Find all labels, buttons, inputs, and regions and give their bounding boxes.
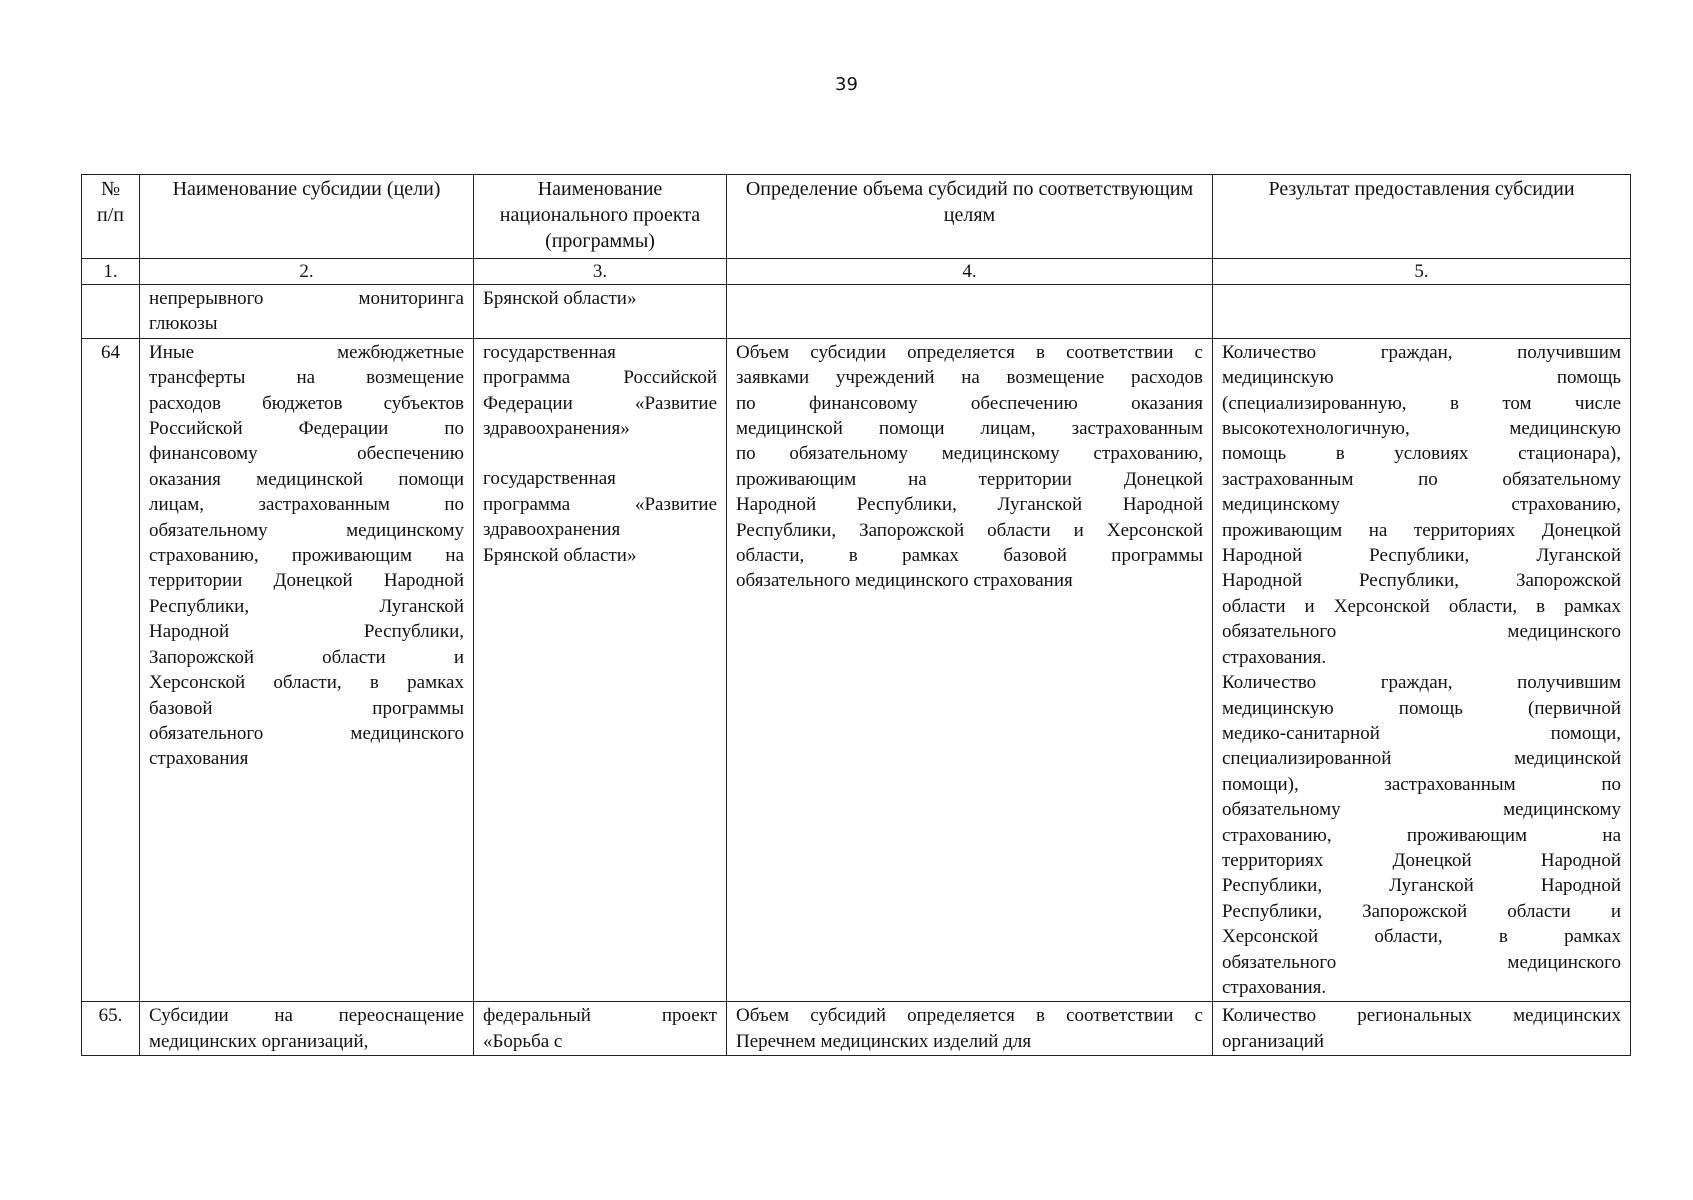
header-volume-definition: Определение объема субсидий по соответствующим целям xyxy=(727,175,1213,259)
text-line: обязательного медицинского xyxy=(149,722,464,744)
cell-result xyxy=(1213,285,1631,339)
column-number: 1. xyxy=(82,259,140,285)
cell-volume-definition xyxy=(727,338,1213,1002)
table-row-64 xyxy=(82,338,1631,1002)
text-line: программа Российской xyxy=(483,367,717,389)
text-line: территории Донецкой Народной xyxy=(149,570,464,592)
text-line: проживающим на территории Донецкой xyxy=(736,468,1203,490)
cell-number: 65. xyxy=(82,1002,140,1056)
text-line: страхования. xyxy=(1222,646,1327,668)
text-line: глюкозы xyxy=(149,313,218,335)
text-line: лицам, застрахованным по xyxy=(149,494,464,516)
text-line: высокотехнологичную, медицинскую xyxy=(1222,418,1621,440)
text-line: расходов бюджетов субъектов xyxy=(149,392,464,414)
text-line: Херсонской области, в рамках xyxy=(1222,926,1621,948)
text-line: «Борьба с xyxy=(483,1030,563,1052)
cell-national-project xyxy=(474,1002,727,1056)
text-line: финансовому обеспечению xyxy=(149,443,464,465)
cell-result xyxy=(1213,338,1631,1002)
text-line: Республики, Запорожской области и Херсонской xyxy=(736,519,1203,541)
text-line: обязательному медицинскому xyxy=(1222,799,1621,821)
header-national-project: Наименование национального проекта (программы) xyxy=(474,175,727,259)
text-line: помощи), застрахованным по xyxy=(1222,773,1621,795)
text-line: Народной Республики, Запорожской xyxy=(1222,570,1621,592)
table-header-row xyxy=(82,175,1631,259)
text-line: проживающим на территориях Донецкой xyxy=(1222,519,1621,541)
text-line: Количество граждан, получившим xyxy=(1222,341,1621,363)
text-line: непрерывного мониторинга xyxy=(149,288,464,309)
header-result: Результат предоставления субсидии xyxy=(1213,175,1631,259)
text-line: территориях Донецкой Народной xyxy=(1222,849,1621,871)
text-line: базовой программы xyxy=(149,697,464,719)
text-line: Народной Республики, xyxy=(149,621,464,643)
subsidy-table xyxy=(81,174,1631,1056)
cell-result xyxy=(1213,1002,1631,1056)
text-line: Республики, Луганской xyxy=(149,595,464,617)
text-line: Объем субсидии определяется в соответствии с xyxy=(736,341,1203,363)
text-line: медицинскому страхованию, xyxy=(1222,494,1621,516)
text-line: области, в рамках базовой программы xyxy=(736,545,1203,567)
text-line: Субсидии на переоснащение xyxy=(149,1005,464,1027)
text-line: обязательного медицинского xyxy=(1222,951,1621,973)
text-line: Российской Федерации по xyxy=(149,418,464,440)
text-line: медико-санитарной помощи, xyxy=(1222,722,1621,744)
text-line: медицинскую помощь xyxy=(1222,367,1621,389)
text-line: страхования xyxy=(149,748,249,770)
text-line: государственная xyxy=(483,468,616,490)
text-line: специализированной медицинской xyxy=(1222,748,1621,770)
column-number: 4. xyxy=(727,259,1213,285)
cell-national-project xyxy=(474,285,727,339)
text-line: Народной Республики, Луганской xyxy=(1222,545,1621,567)
text-line: Херсонской области, в рамках xyxy=(149,672,464,694)
spacer xyxy=(483,441,717,466)
column-number: 5. xyxy=(1213,259,1631,285)
text-line: обязательного медицинского страхования xyxy=(736,570,1073,592)
text-line: медицинскую помощь (первичной xyxy=(1222,697,1621,719)
text-line: обязательного медицинского xyxy=(1222,621,1621,643)
result-primary-care xyxy=(1222,670,1621,1000)
header-subsidy-name: Наименование субсидии (цели) xyxy=(140,175,474,259)
text-line: застрахованным по обязательному xyxy=(1222,468,1621,490)
text-line: Количество граждан, получившим xyxy=(1222,672,1621,694)
column-number: 2. xyxy=(140,259,474,285)
text-line: федеральный проект xyxy=(483,1005,717,1027)
text-line: программа «Развитие xyxy=(483,493,717,515)
text-line: помощь в условиях стационара), xyxy=(1222,443,1621,465)
national-project-regional xyxy=(483,466,717,568)
text-line: здравоохранения xyxy=(483,519,621,541)
table-row-65 xyxy=(82,1002,1631,1056)
cell-national-project xyxy=(474,338,727,1002)
cell-volume-definition xyxy=(727,1002,1213,1056)
text-line: Республики, Луганской Народной xyxy=(1222,875,1621,897)
text-line: организаций xyxy=(1222,1030,1325,1052)
text-line: государственная xyxy=(483,341,616,363)
text-line: страхованию, проживающим на xyxy=(1222,824,1621,846)
cell-subsidy-name xyxy=(140,285,474,339)
text-line: Запорожской области и xyxy=(149,646,464,668)
table-row-continuation xyxy=(82,285,1631,339)
cell-number xyxy=(82,285,140,339)
text-line: Брянской области» xyxy=(483,544,637,566)
text-line: страхованию, проживающим на xyxy=(149,545,464,567)
text-line: Количество региональных медицинских xyxy=(1222,1005,1621,1027)
text-line: области и Херсонской области, в рамках xyxy=(1222,595,1621,617)
text-line: Федерации «Развитие xyxy=(483,392,717,414)
text-line: по финансовому обеспечению оказания xyxy=(736,392,1203,414)
text-line: оказания медицинской помощи xyxy=(149,468,464,490)
text-line: Иные межбюджетные xyxy=(149,341,464,363)
text-line: здравоохранения» xyxy=(483,418,630,440)
text-line: Республики, Запорожской области и xyxy=(1222,900,1621,922)
cell-subsidy-name xyxy=(140,338,474,1002)
text-line: обязательному медицинскому xyxy=(149,519,464,541)
text-line: по обязательному медицинскому страхованию, xyxy=(736,443,1203,465)
column-number-row xyxy=(82,259,1631,285)
text-line: страхования. xyxy=(1222,976,1327,998)
cell-number: 64 xyxy=(82,338,140,1002)
cell-subsidy-name xyxy=(140,1002,474,1056)
national-project-federal xyxy=(483,340,717,442)
text-line: Народной Республики, Луганской Народной xyxy=(736,494,1203,516)
result-specialized-care xyxy=(1222,340,1621,670)
header-number: № п/п xyxy=(82,175,140,259)
cell-volume-definition xyxy=(727,285,1213,339)
text-line: заявками учреждений на возмещение расходов xyxy=(736,367,1203,389)
column-number: 3. xyxy=(474,259,727,285)
text-line: (специализированную, в том числе xyxy=(1222,392,1621,414)
text-line: медицинской помощи лицам, застрахованным xyxy=(736,418,1203,440)
text-line: Объем субсидий определяется в соответствии с xyxy=(736,1005,1203,1027)
text-line: Брянской области» xyxy=(483,288,637,309)
text-line: Перечнем медицинских изделий для xyxy=(736,1030,1032,1052)
text-line: медицинских организаций, xyxy=(149,1030,369,1052)
page-number: 39 xyxy=(835,74,858,95)
text-line: трансферты на возмещение xyxy=(149,367,464,389)
